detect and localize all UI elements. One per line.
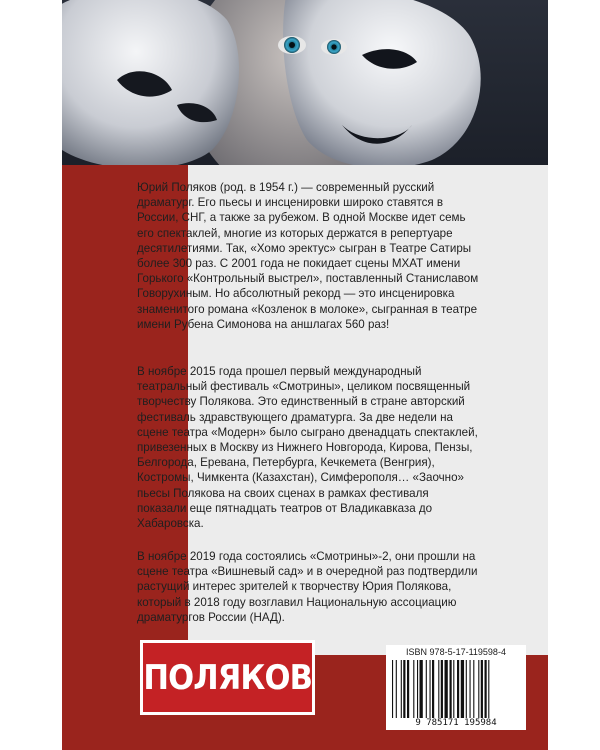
author-logo <box>140 640 315 715</box>
barcode-bar <box>417 660 418 718</box>
author-logo-text: ПОЛЯКОВ <box>143 657 312 698</box>
barcode-bar <box>466 660 467 718</box>
barcode-bar <box>413 660 414 718</box>
description-paragraph-2: В ноябре 2015 года прошел первый международный театральный фестиваль «Смотрины», целиком посвященный творчеству Полякова. Это единственный в стране авторский фестиваль здравствующего драматурга. За две недели на сцене театра «Модерн» было сыграно двенадцать спектаклей, привезенных в Москву из Нижнего Новгорода, Кирова, Пензы, Белгорода, Еревана, Петербурга, Кечкемета (Венгрия), Костромы, Чимкента (Казахстан), Симферополя… «Заочно» пьесы Полякова на своих сценах в рамках фестиваля показали еще пятнадцать театров от Владикавказа до Хабаровска. <box>137 365 478 531</box>
barcode-bar <box>473 660 474 718</box>
barcode-bar <box>438 660 439 718</box>
masks-illustration <box>62 0 548 165</box>
barcode-bar <box>401 660 402 718</box>
barcode-bar <box>485 660 487 718</box>
barcode-bar <box>457 660 459 718</box>
barcode-bar <box>392 660 393 718</box>
description-paragraph-1: Юрий Поляков (род. в 1954 г.) — современный русский драматург. Его пьесы и инсценировки широко ставятся в России, СНГ, а также за рубежом. В одной Москве идет семь его спектаклей, многие из которых держатся в репертуаре десятилетиями. Так, «Хомо эректус» сыгран в Театре Сатиры более 300 раз. С 2001 года не покидает сцены МХАТ имени Горького «Контрольный выстрел», поставленный Станиславом Говорухиным. Но абсолютный рекорд — это инсценировка знаменитого романа «Козленок в молоке», сыгранная в театре имени Рубена Симонова на аншлагах 560 раз! <box>137 181 479 331</box>
theatre-masks-photo <box>62 0 548 165</box>
barcode-bar <box>470 660 471 718</box>
barcode-bar <box>450 660 452 718</box>
barcode-bar <box>420 660 423 718</box>
barcode-bar <box>407 660 409 718</box>
barcode-bar <box>441 660 443 718</box>
barcode-bar <box>461 660 464 718</box>
barcode-bar <box>432 660 434 718</box>
isbn-label: ISBN 978-5-17-119598-4 <box>386 645 526 659</box>
barcode-image <box>386 658 526 720</box>
barcode-bar <box>403 660 405 718</box>
barcode-bar <box>430 660 431 718</box>
barcode-bar <box>426 660 427 718</box>
barcode-bar <box>478 660 479 718</box>
barcode-bar <box>396 660 397 718</box>
barcode-bar <box>453 660 454 718</box>
barcode-bar <box>445 660 448 718</box>
barcode-digits: 9 785171 195984 <box>386 718 526 730</box>
barcode-bar <box>488 660 489 718</box>
description-paragraph-3: В ноябре 2019 года состоялись «Смотрины»-2, они прошли на сцене театра «Вишневый сад» и в очередной раз подтвердили растущий интерес зрителей к творчеству Юрия Полякова, который в 2018 году возглавил Национальную ассоциацию драматургов России (НАД). <box>137 550 478 624</box>
barcode-bar <box>481 660 483 718</box>
